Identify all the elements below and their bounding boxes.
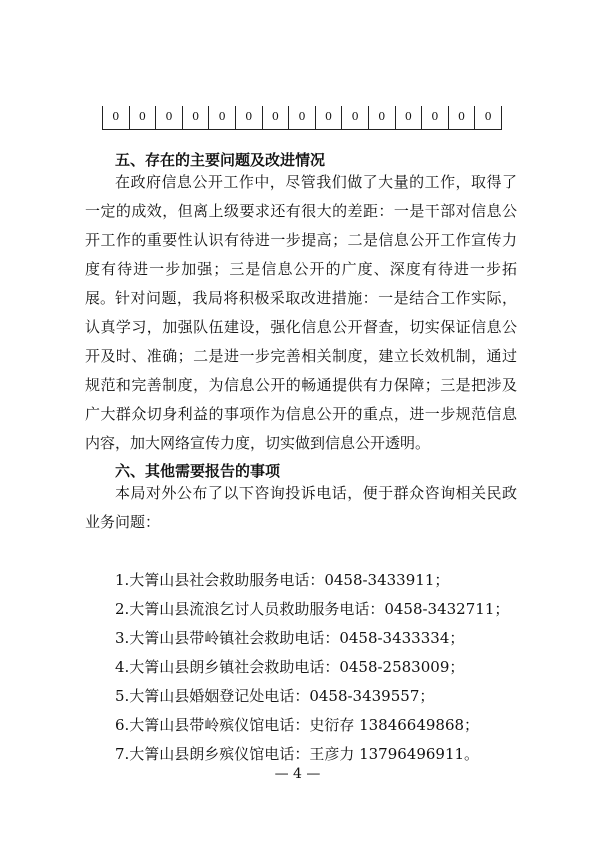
table-cell: 0: [183, 106, 210, 129]
contact-phone-list: [115, 566, 509, 769]
page-number: — 4 —: [274, 766, 321, 782]
table-cell: 0: [342, 106, 369, 129]
section-heading-problems: 五、存在的主要问题及改进情况: [115, 151, 326, 169]
table-cell: 0: [209, 106, 236, 129]
table-cell: 0: [449, 106, 476, 129]
list-item: 7.大箐山县朗乡殡仪馆电话：王彦力 13796496911。: [115, 745, 480, 763]
table-cell: 0: [263, 106, 290, 129]
table-cell: 0: [369, 106, 396, 129]
list-item: 3.大箐山县带岭镇社会救助电话：0458-3433334；: [115, 629, 465, 647]
paragraph-problems: 在政府信息公开工作中，尽管我们做了大量的工作，取得了一定的成效，但离上级要求还有很大的差距：一是干部对信息公开工作的重要性认识有待进一步提高；二是信息公开工作宣传力度有待进一步加强；三是信息公开的广度、深度有待进一步拓展。: [85, 173, 517, 307]
list-item: 6.大箐山县带岭殡仪馆电话：史衍存 13846649868；: [115, 716, 480, 734]
table-cell: 0: [316, 106, 343, 129]
table-row-fragment: [102, 106, 502, 130]
paragraph-measures: 针对问题，我局将积极采取改进措施：一是结合工作实际，认真学习，加强队伍建设，强化信息公开督查，切实保证信息公开及时、准确；二是进一步完善相关制度，建立长效机制，通过规范和完善制度，为信息公开的畅通提供有力保障；三是把涉及广大群众切身利益的事项作为信息公开的重点，进一步规范信息内容，加大网络宣传力度，切实做到信息公开透明。: [85, 289, 517, 452]
table-cell: 0: [484, 110, 492, 123]
table-cell: 0: [103, 106, 130, 129]
list-item: 1.大箐山县社会救助服务电话：0458-3433911；: [115, 571, 450, 589]
paragraph-hotline-intro: 本局对外公布了以下咨询投诉电话，便于群众咨询相关民政业务问题：: [85, 484, 517, 531]
table-cell: 0: [289, 106, 316, 129]
list-item: 5.大箐山县婚姻登记处电话：0458-3439557；: [115, 687, 435, 705]
list-item: 4.大箐山县朗乡镇社会救助电话：0458-2583009；: [115, 658, 465, 676]
list-item: 2.大箐山县流浪乞讨人员救助服务电话：0458-3432711；: [115, 600, 510, 618]
table-cell: 0: [130, 106, 157, 129]
section-heading-other-matters: 六、其他需要报告的事项: [115, 462, 281, 480]
table-cell: 0: [396, 106, 423, 129]
table-cell: 0: [422, 106, 449, 129]
table-cell: 0: [156, 106, 183, 129]
table-cell: 0: [236, 106, 263, 129]
